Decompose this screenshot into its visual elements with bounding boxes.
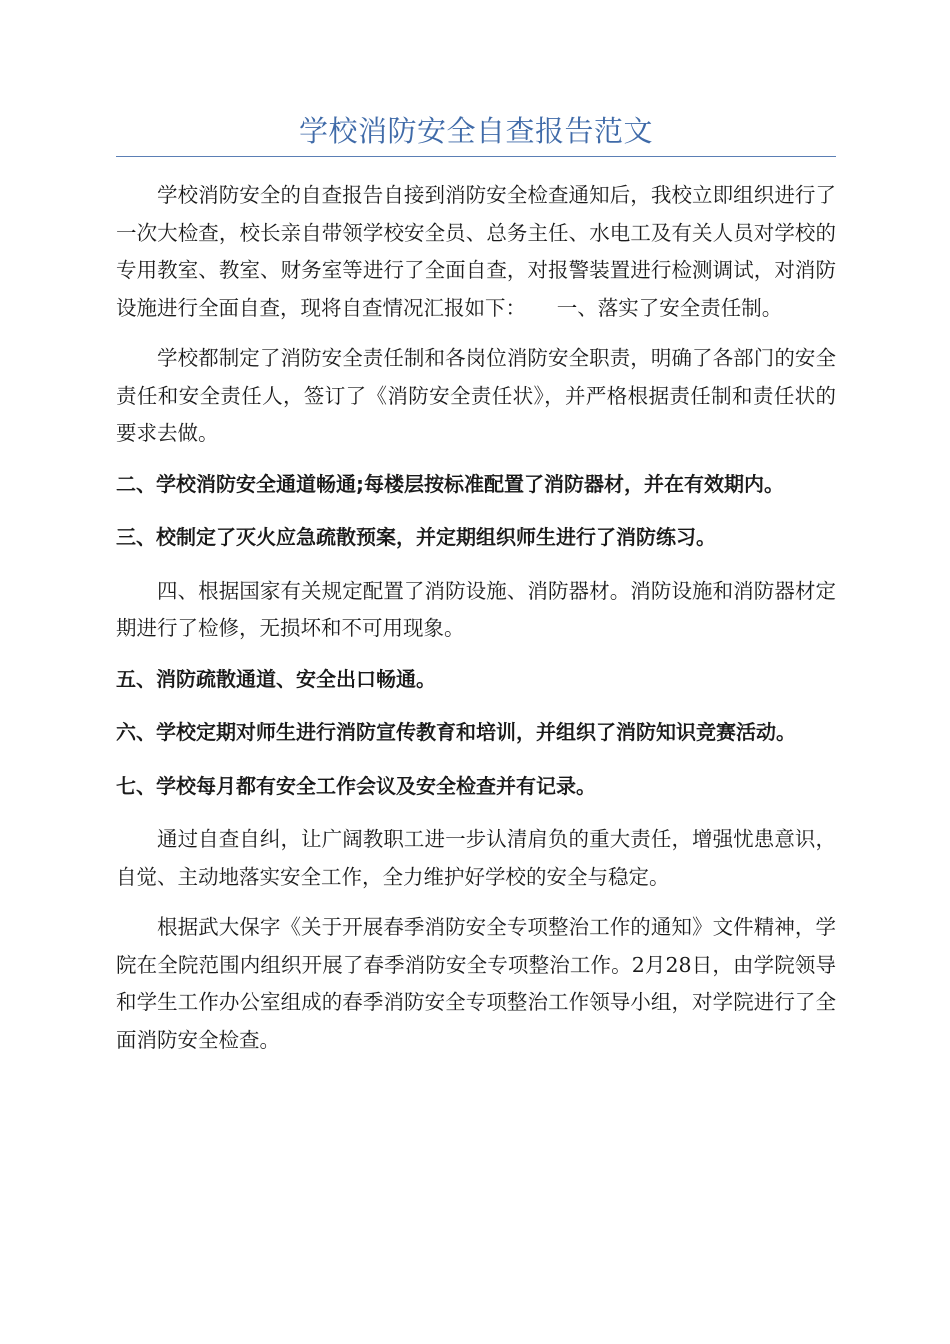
paragraph-item-4: 四、根据国家有关规定配置了消防设施、消防器材。消防设施和消防器材定期进行了检修，无损坏和不可用现象。	[116, 578, 836, 640]
document-page	[116, 108, 836, 1072]
paragraph-conclusion: 通过自查自纠，让广阔教职工进一步认清肩负的重大责任，增强忧患意识，自觉、主动地落实安全工作，全力维护好学校的安全与稳定。	[116, 827, 836, 889]
heading-item-3: 三、校制定了灭火应急疏散预案，并定期组织师生进行了消防练习。	[116, 525, 716, 549]
paragraph-spring-inspection: 根据武大保字《关于开展春季消防安全专项整治工作的通知》文件精神，学院在全院范围内组织开展了春季消防安全专项整治工作。2月28日，由学院领导和学生工作办公室组成的春季消防安全专项整治工作领导小组，对学院进行了全面消防安全检查。	[116, 915, 836, 1052]
paragraph-responsibility: 学校都制定了消防安全责任制和各岗位消防安全职责，明确了各部门的安全责任和安全责任人，签订了《消防安全责任状》，并严格根据责任制和责任状的要求去做。	[116, 346, 836, 445]
heading-item-5: 五、消防疏散通道、安全出口畅通。	[116, 666, 436, 691]
paragraph-intro: 学校消防安全的自查报告自接到消防安全检查通知后，我校立即组织进行了一次大检查，校长亲自带领学校安全员、总务主任、水电工及有关人员对学校的专用教室、教室、财务室等进行了全面自查，对报警装置进行检测调试，对消防设施进行全面自查，现将自查情况汇报如下： 一、落实了安全责任制。	[116, 183, 836, 320]
heading-item-7: 七、学校每月都有安全工作会议及安全检查并有记录。	[116, 773, 596, 798]
document-title: 学校消防安全自查报告范文	[116, 108, 836, 157]
heading-item-6: 六、学校定期对师生进行消防宣传教育和培训，并组织了消防知识竞赛活动。	[116, 720, 796, 744]
heading-item-2: 二、学校消防安全通道畅通;每楼层按标准配置了消防器材，并在有效期内。	[116, 471, 784, 496]
